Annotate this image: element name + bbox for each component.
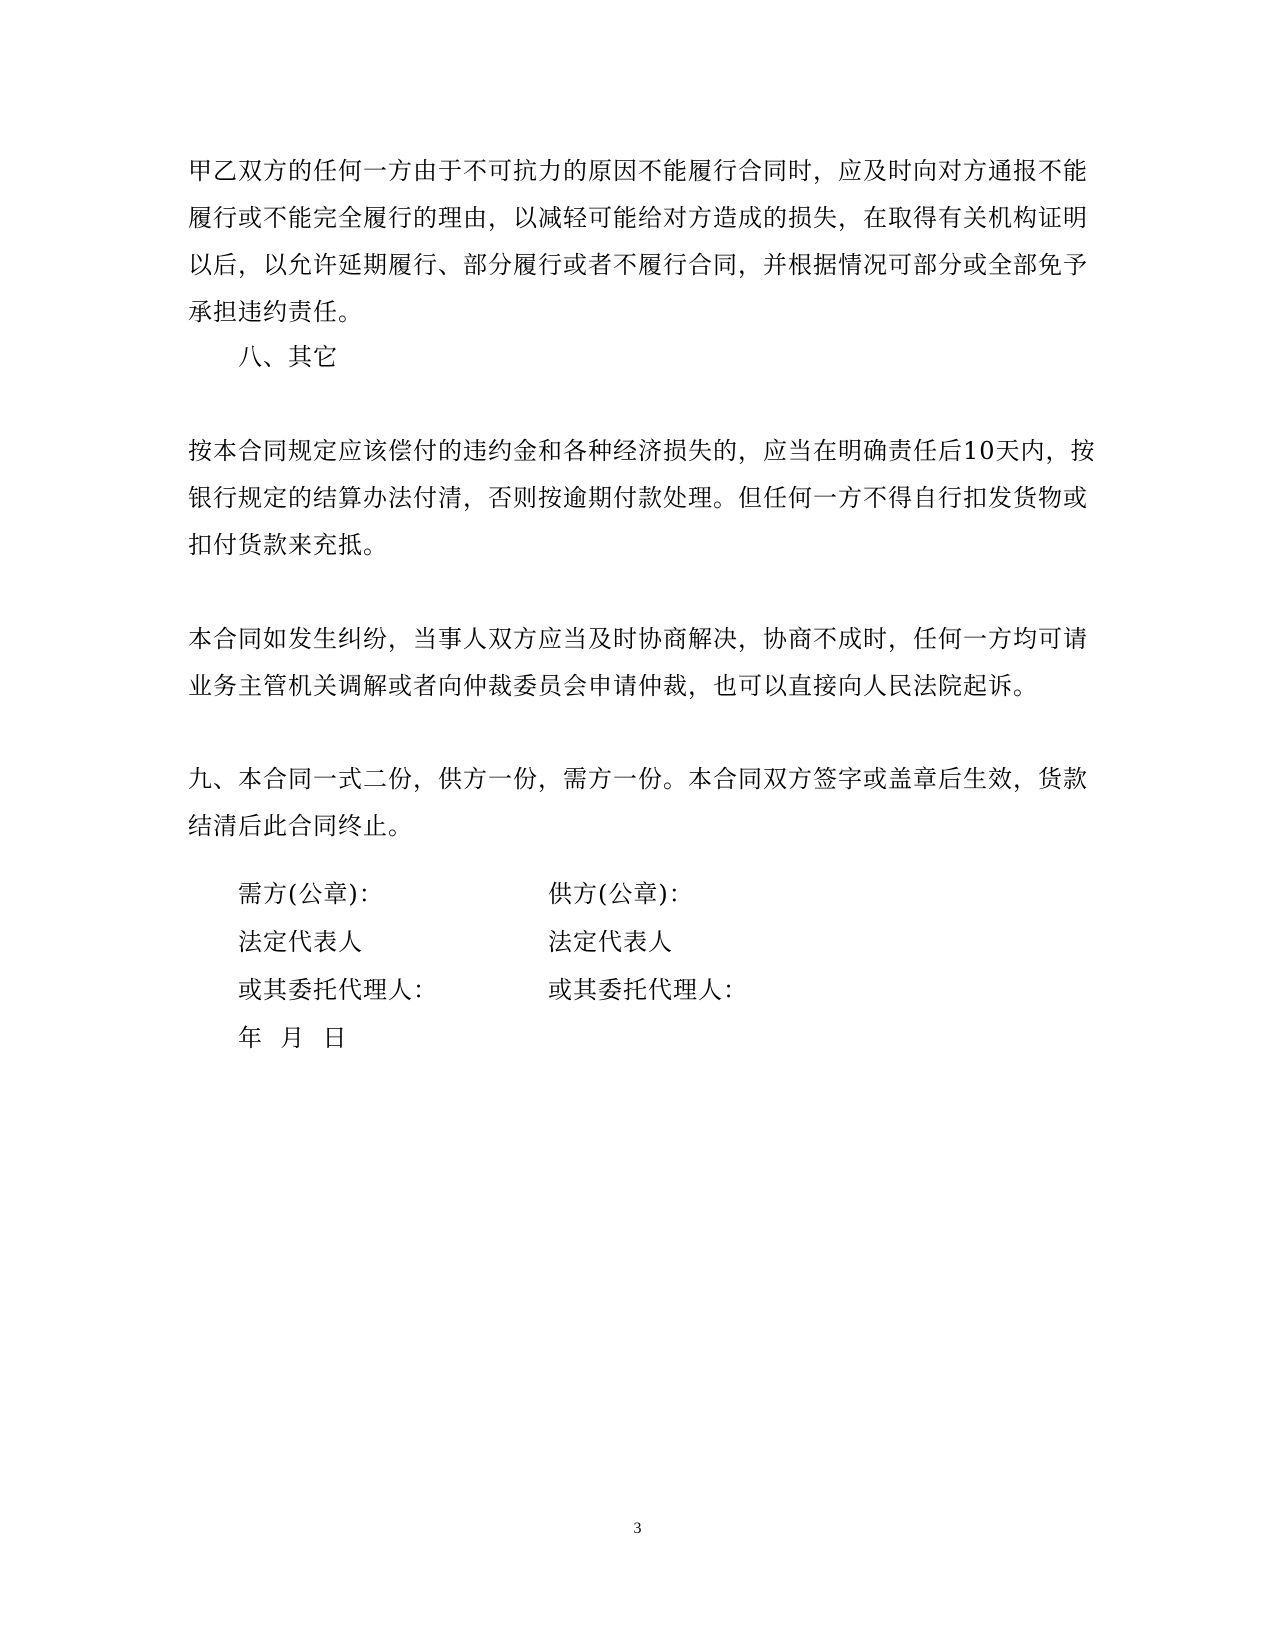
- text-line: 履行或不能完全履行的理由，以减轻可能给对方造成的损失，在取得有关机构证明: [188, 204, 1088, 232]
- date-label: 年 月 日: [238, 1024, 348, 1052]
- buyer-agent-label: 或其委托代理人：: [238, 976, 438, 1004]
- text-line: 银行规定的结算办法付清，否则按逾期付款处理。但任何一方不得自行扣发货物或: [188, 484, 1088, 512]
- paragraph-dispute: [188, 616, 1093, 710]
- text-line: 本合同如发生纠纷，当事人双方应当及时协商解决，协商不成时，任何一方均可请: [188, 625, 1088, 653]
- text-line: 九、本合同一式二份，供方一份，需方一份。本合同双方签字或盖章后生效，货款: [188, 765, 1088, 793]
- text-line: 业务主管机关调解或者向仲裁委员会申请仲裁，也可以直接向人民法院起诉。: [188, 672, 1038, 700]
- paragraph-force-majeure: [188, 148, 1093, 336]
- text-line: 按本合同规定应该偿付的违约金和各种经济损失的，应当在明确责任后10天内，按: [188, 437, 1096, 465]
- supplier-representative-label: 法定代表人: [548, 928, 673, 956]
- section-heading-other: 八、其它: [238, 343, 338, 371]
- text-line: 扣付货款来充抵。: [188, 531, 388, 559]
- paragraph-penalty: [188, 428, 1096, 569]
- text-line: 结清后此合同终止。: [188, 812, 413, 840]
- supplier-seal-label: 供方(公章)：: [548, 880, 694, 908]
- buyer-representative-label: 法定代表人: [238, 928, 363, 956]
- paragraph-copies: [188, 756, 1093, 850]
- supplier-agent-label: 或其委托代理人：: [548, 976, 748, 1004]
- buyer-seal-label: 需方(公章)：: [238, 880, 384, 908]
- text-line: 承担违约责任。: [188, 298, 363, 326]
- text-line: 甲乙双方的任何一方由于不可抗力的原因不能履行合同时，应及时向对方通报不能: [188, 157, 1088, 185]
- page-number: 3: [633, 1520, 642, 1537]
- text-line: 以后，以允许延期履行、部分履行或者不履行合同，并根据情况可部分或全部免予: [188, 251, 1088, 279]
